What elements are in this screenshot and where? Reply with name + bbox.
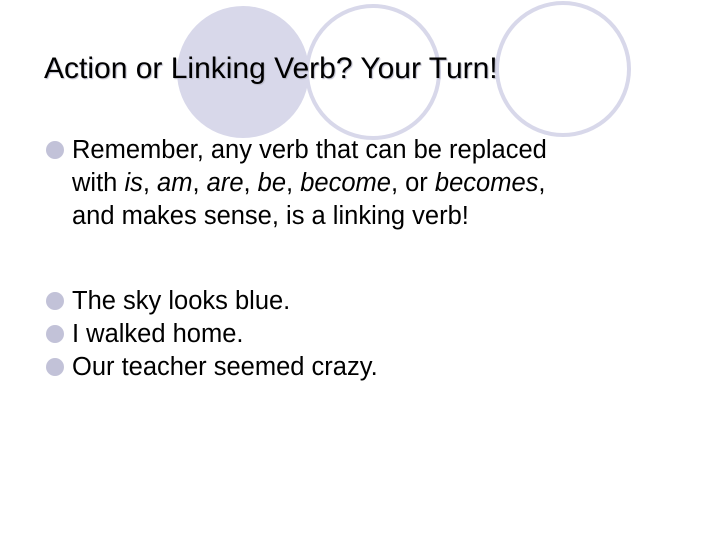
linking-word-are: are [206, 169, 244, 197]
intro-line-3: and makes sense, is a linking verb! [72, 202, 469, 230]
decor-circle-outline-2 [497, 3, 629, 135]
linking-word-am: am [157, 169, 193, 197]
bullet-dot-icon [46, 358, 64, 376]
example-sentence: The sky looks blue. [72, 287, 291, 315]
slide-title: Action or Linking Verb? Your Turn! [44, 52, 498, 85]
linking-word-become: become [300, 169, 391, 197]
bullet-dot-icon [46, 141, 64, 159]
linking-word-be: be [257, 169, 287, 197]
bullet-list [46, 134, 696, 384]
intro-bullet [46, 134, 696, 233]
bullet-dot-icon [46, 292, 64, 310]
intro-line-2: with is, am, are, be, become, or becomes, [72, 169, 546, 197]
example-bullet [46, 285, 696, 318]
example-bullet [46, 351, 696, 384]
example-sentence: Our teacher seemed crazy. [72, 353, 378, 381]
bullet-dot-icon [46, 325, 64, 343]
linking-word-is: is [124, 169, 143, 197]
linking-word-becomes: becomes [434, 169, 539, 197]
example-bullet [46, 318, 696, 351]
example-sentence: I walked home. [72, 320, 244, 348]
intro-line-1: Remember, any verb that can be replaced [72, 136, 547, 164]
intro-line-2-or: or [405, 169, 428, 197]
intro-line-2-prefix: with [72, 169, 125, 197]
